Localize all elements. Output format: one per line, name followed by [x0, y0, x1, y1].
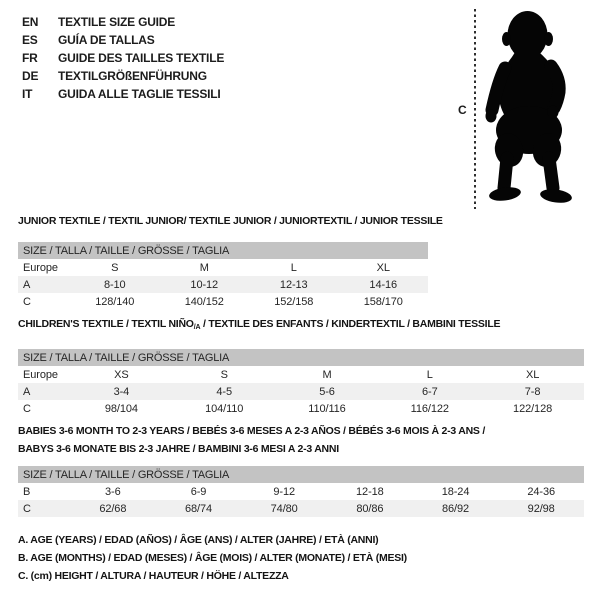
height-cell: 110/116: [308, 402, 346, 415]
age-cell: 12-13: [279, 278, 308, 291]
language-title: TEXTILGRÖßENFÜHRUNG: [58, 69, 207, 83]
height-cell: 74/80: [270, 502, 298, 515]
size-cell: L: [426, 368, 433, 381]
section-title-babies-line2: BABYS 3-6 MONATE BIS 2-3 JAHRE / BAMBINI 3-6 MESI A 2-3 ANNI: [18, 443, 339, 455]
age-cell: 10-12: [190, 278, 219, 291]
legend-footnotes: [18, 534, 407, 588]
toddler-silhouette-icon: [483, 8, 578, 206]
footnote-height: C. (cm) HEIGHT / ALTURA / HAUTEUR / HÖHE / ALTEZZA: [18, 570, 289, 582]
row-label: A: [23, 385, 31, 398]
size-cell: M: [322, 368, 332, 381]
age-cell: 12-18: [356, 485, 384, 498]
language-code: EN: [22, 15, 39, 29]
language-code: IT: [22, 87, 33, 101]
row-label: C: [23, 402, 31, 415]
language-row-de: [22, 67, 224, 85]
size-cell: XL: [525, 368, 540, 381]
section-title-babies-line1: BABIES 3-6 MONTH TO 2-3 YEARS / BEBÉS 3-6 MESES A 2-3 AÑOS / BÉBÉS 3-6 MOIS À 2-3 ANS /: [18, 425, 486, 437]
size-cell: S: [111, 261, 119, 274]
age-cell: 4-5: [216, 385, 232, 398]
title-text: CHILDREN'S TEXTILE / TEXTIL NIÑO: [18, 318, 194, 330]
language-code: ES: [22, 33, 38, 47]
age-cell: 6-7: [421, 385, 438, 398]
table-row-europe: [18, 259, 428, 276]
row-label: C: [23, 295, 31, 308]
row-label: A: [23, 278, 31, 291]
section-title-junior: JUNIOR TEXTILE / TEXTIL JUNIOR/ TEXTILE JUNIOR / JUNIORTEXTIL / JUNIOR TESSILE: [18, 215, 443, 227]
size-header-bar: SIZE / TALLA / TAILLE / GRÖSSE / TAGLIA: [18, 242, 428, 259]
size-cell: L: [290, 261, 297, 274]
footnote-age-months: B. AGE (MONTHS) / EDAD (MESES) / ÂGE (MOIS) / ALTER (MONATE) / ETÀ (MESI): [18, 552, 407, 564]
row-label: Europe: [23, 261, 58, 274]
language-row-es: [22, 31, 224, 49]
table-row-age-months: [18, 483, 584, 500]
size-cell: S: [220, 368, 228, 381]
size-cell: M: [199, 261, 209, 274]
junior-size-table: [18, 242, 428, 310]
language-code: FR: [22, 51, 38, 65]
height-cell: 104/110: [205, 402, 244, 415]
height-cell: 116/122: [410, 402, 449, 415]
language-title: TEXTILE SIZE GUIDE: [58, 15, 176, 29]
language-code: DE: [22, 69, 39, 83]
age-cell: 24-36: [527, 485, 556, 498]
footnote-age-years: A. AGE (YEARS) / EDAD (AÑOS) / ÂGE (ANS) / ALTER (JAHRE) / ETÀ (ANNI): [18, 534, 379, 546]
age-cell: 7-8: [524, 385, 541, 398]
section-title-children: [18, 318, 500, 331]
height-cell: 86/92: [442, 502, 470, 515]
table-row-height: [18, 500, 584, 517]
babies-size-table: [18, 466, 584, 517]
size-cell: XS: [114, 368, 129, 381]
table-row-age: [18, 383, 584, 400]
table-row-height: [18, 400, 584, 417]
row-label: Europe: [23, 368, 58, 381]
row-label: B: [23, 485, 31, 498]
table-row-age: [18, 276, 428, 293]
age-cell: 5-6: [319, 385, 335, 398]
table-row-europe: [18, 366, 584, 383]
height-cell: 98/104: [104, 402, 138, 415]
height-cell: 152/158: [274, 295, 314, 308]
height-cell: 62/68: [99, 502, 127, 515]
title-subscript: /A: [193, 324, 201, 331]
height-cell: 80/86: [356, 502, 384, 515]
table-row-height: [18, 293, 428, 310]
height-cell: 68/74: [184, 502, 213, 515]
age-cell: 3-4: [113, 385, 130, 398]
title-text: / TEXTILE DES ENFANTS / KINDERTEXTIL / BAMBINI TESSILE: [200, 318, 501, 330]
height-cell: 158/170: [363, 295, 403, 308]
height-figure: [452, 6, 587, 211]
language-row-fr: [22, 49, 224, 67]
age-cell: 6-9: [190, 485, 207, 498]
age-cell: 8-10: [103, 278, 126, 291]
language-row-it: [22, 85, 224, 103]
age-cell: 9-12: [273, 485, 295, 498]
language-row-en: [22, 13, 224, 31]
size-header-bar: SIZE / TALLA / TAILLE / GRÖSSE / TAGLIA: [18, 466, 584, 483]
size-header-bar: SIZE / TALLA / TAILLE / GRÖSSE / TAGLIA: [18, 349, 584, 366]
language-title: GUIDA ALLE TAGLIE TESSILI: [58, 87, 221, 101]
height-cell: 122/128: [513, 402, 553, 415]
language-title: GUÍA DE TALLAS: [58, 33, 155, 47]
height-measure-line: [474, 9, 476, 209]
age-cell: 18-24: [441, 485, 470, 498]
height-measure-label: C: [458, 103, 467, 117]
age-cell: 14-16: [369, 278, 398, 291]
height-cell: 92/98: [527, 502, 555, 515]
language-title: GUIDE DES TAILLES TEXTILE: [58, 51, 225, 65]
height-cell: 128/140: [95, 295, 135, 308]
size-cell: XL: [376, 261, 390, 274]
height-cell: 140/152: [184, 295, 224, 308]
children-size-table: [18, 349, 584, 417]
row-label: C: [23, 502, 31, 515]
language-header: [22, 13, 224, 103]
age-cell: 3-6: [105, 485, 121, 498]
